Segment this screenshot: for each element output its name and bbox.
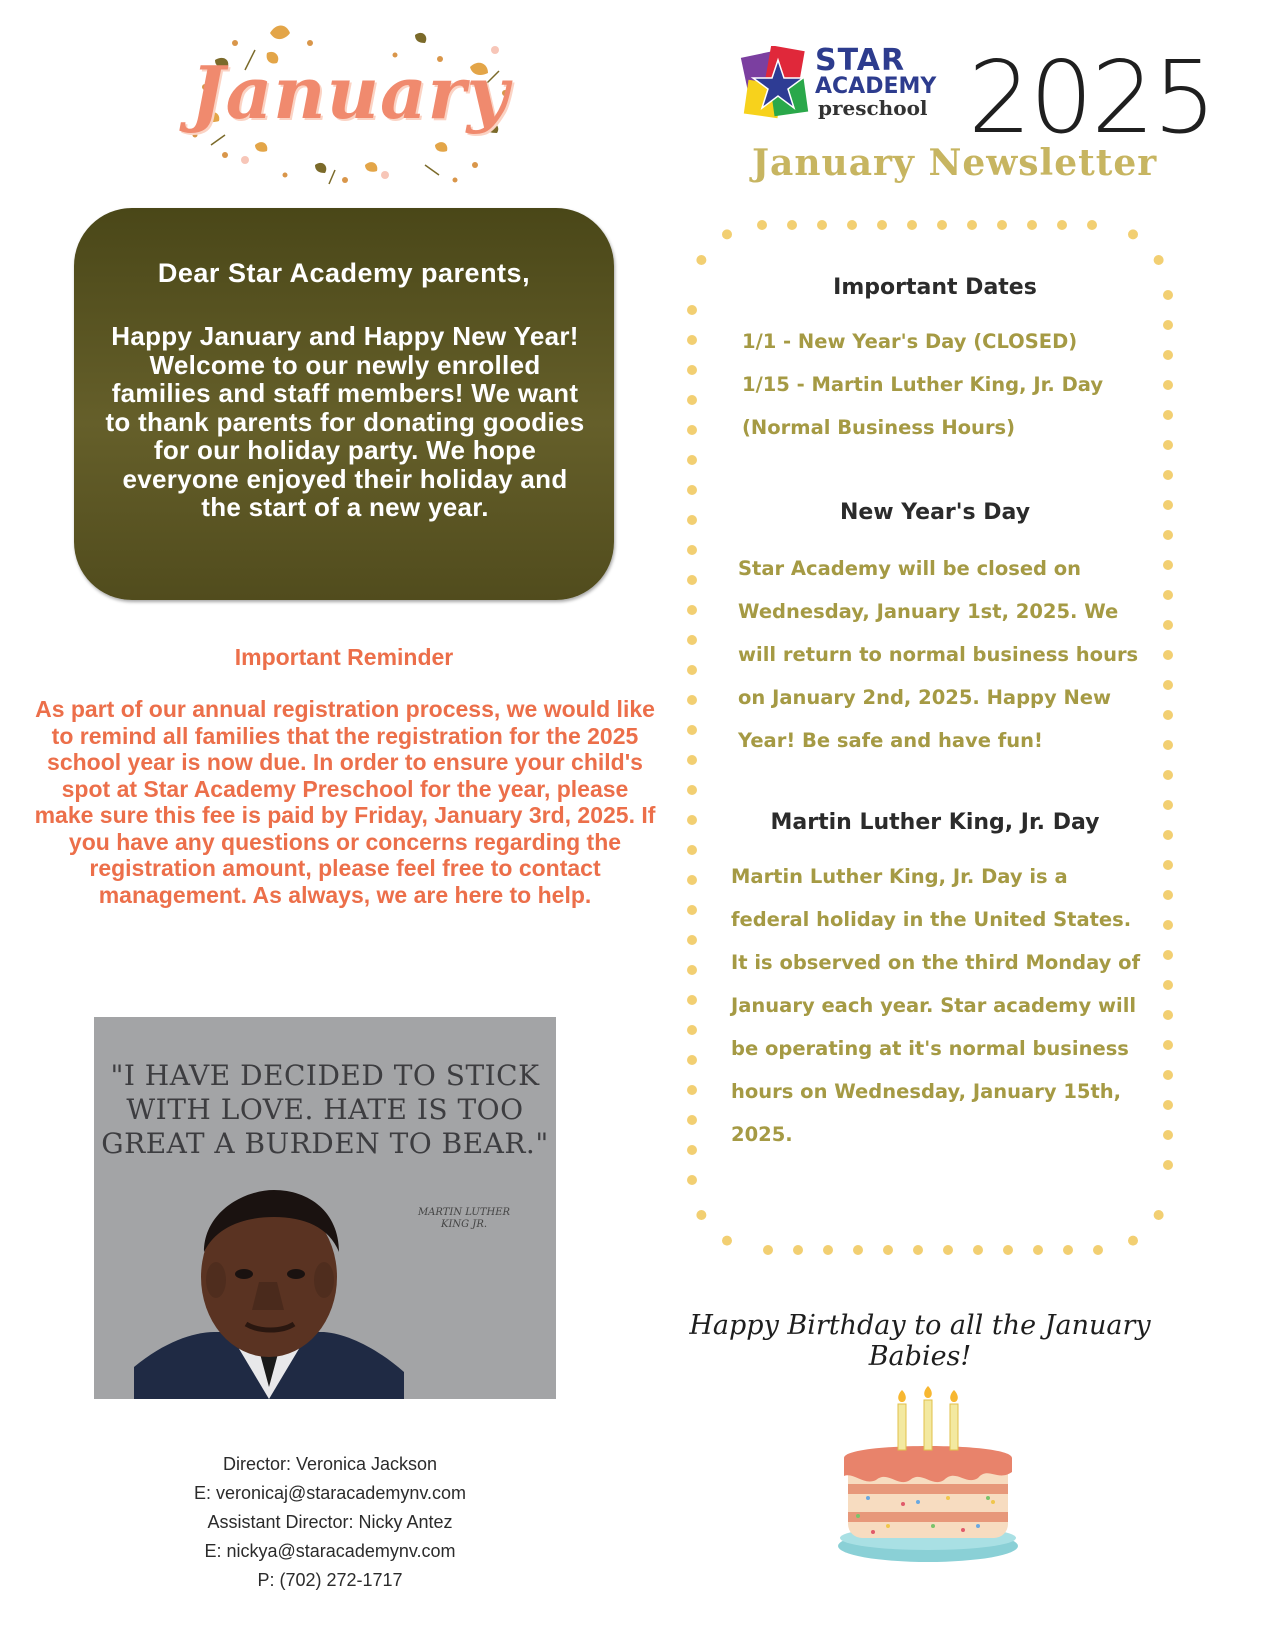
border-dot [1128, 229, 1138, 239]
border-dot [1163, 320, 1173, 330]
border-dot [687, 305, 697, 315]
border-dot [687, 1145, 697, 1155]
border-dot [687, 575, 697, 585]
assistant-director-email: E: nickya@staracademynv.com [204, 1541, 456, 1561]
border-dot [1163, 860, 1173, 870]
border-dot [1163, 530, 1173, 540]
letter-greeting: Dear Star Academy parents, [157, 258, 531, 288]
border-dot [1154, 1210, 1164, 1220]
newsletter-title: January Newsletter [752, 142, 1158, 184]
border-dot [687, 785, 697, 795]
border-dot [687, 815, 697, 825]
border-dot [1163, 950, 1173, 960]
border-dot [1027, 220, 1037, 230]
border-dot [687, 1055, 697, 1065]
logo-star-text: STAR [815, 43, 906, 78]
border-dot [967, 220, 977, 230]
border-dot [1163, 710, 1173, 720]
border-dot [1163, 590, 1173, 600]
star-academy-logo-icon [738, 46, 818, 126]
director-email: E: veronicaj@staracademynv.com [193, 1483, 467, 1503]
border-dot [907, 220, 917, 230]
new-years-body: Star Academy will be closed on Wednesday, January 1st, 2025. We will return to normal business hours on January 2nd, 2025. Happy New Year! Be safe and have fun! [738, 557, 1139, 752]
border-dot [687, 425, 697, 435]
border-dot [1163, 920, 1173, 930]
border-dot [722, 1236, 732, 1246]
border-dot [687, 965, 697, 975]
quote-line: "I HAVE DECIDED TO STICK [110, 1059, 540, 1092]
border-dot [1163, 440, 1173, 450]
border-dot [687, 1175, 697, 1185]
border-dot [687, 515, 697, 525]
border-dot [1163, 410, 1173, 420]
border-dot [1163, 380, 1173, 390]
border-dot [687, 1025, 697, 1035]
border-dot [687, 1085, 697, 1095]
border-dot [687, 905, 697, 915]
border-dot [937, 220, 947, 230]
border-dot [1163, 890, 1173, 900]
border-dot [793, 1245, 803, 1255]
border-dot [1163, 770, 1173, 780]
birthday-cake-icon [828, 1386, 1028, 1566]
border-dot [687, 395, 697, 405]
reminder-body: As part of our annual registration process, we would like to remind all families that the registration for the 2025 school year is now due. In order to ensure your child's spot at Star Academy Preschool for the year, please make sure this fee is paid by Friday, January 3rd, 2025. If you have any questions or concerns regarding the registration amount, please feel free to contact management. As always, we are here to help. [34, 696, 656, 908]
mlk-portrait-image [134, 1182, 404, 1399]
border-dot [1033, 1245, 1043, 1255]
border-dot [763, 1245, 773, 1255]
border-dot [1087, 220, 1097, 230]
border-dot [1163, 620, 1173, 630]
border-dot [883, 1245, 893, 1255]
border-dot [687, 725, 697, 735]
border-dot [1163, 1040, 1173, 1050]
newsletter-year: 2025 [968, 39, 1215, 156]
border-dot [997, 220, 1007, 230]
border-dot [847, 220, 857, 230]
quote-line: WITH LOVE. HATE IS TOO [126, 1093, 524, 1126]
border-dot [687, 545, 697, 555]
border-dot [1163, 740, 1173, 750]
border-dot [687, 935, 697, 945]
phone-number: P: (702) 272-1717 [257, 1570, 403, 1590]
assistant-director-name: Assistant Director: Nicky Antez [207, 1512, 453, 1532]
border-dot [1057, 220, 1067, 230]
mlk-day-title: Martin Luther King, Jr. Day [770, 810, 1100, 835]
director-name: Director: Veronica Jackson [222, 1454, 438, 1474]
date-item: 1/15 - Martin Luther King, Jr. Day [742, 373, 1104, 396]
border-dot [1163, 350, 1173, 360]
border-dot [1128, 1236, 1138, 1246]
border-dot [1163, 680, 1173, 690]
border-dot [943, 1245, 953, 1255]
mlk-day-body: Martin Luther King, Jr. Day is a federal holiday in the United States. It is observed on the third Monday of January each year. Star academy will be operating at it's normal business hours on Wednesday, January 15th, 2025. [731, 865, 1141, 1146]
border-dot [1093, 1245, 1103, 1255]
border-dot [1063, 1245, 1073, 1255]
january-title-art: January [190, 50, 510, 135]
border-dot [1163, 1130, 1173, 1140]
reminder-title: Important Reminder [234, 644, 454, 670]
important-dates-list [742, 320, 1162, 449]
border-dot [1163, 1010, 1173, 1020]
border-dot [817, 220, 827, 230]
border-dot [787, 220, 797, 230]
border-dot [687, 875, 697, 885]
logo-preschool-text: preschool [818, 96, 928, 120]
border-dot [687, 755, 697, 765]
border-dot [1163, 1100, 1173, 1110]
border-dot [687, 1115, 697, 1125]
border-dot [687, 845, 697, 855]
attribution-line: MARTIN LUTHER [417, 1207, 511, 1218]
attribution-line: KING JR. [440, 1219, 488, 1230]
border-dot [687, 335, 697, 345]
letter-body: Happy January and Happy New Year! Welcome to our newly enrolled families and staff members! We want to thank parents for donating goodies for our holiday party. We hope everyone enjoyed their holiday and the start of a new year. [105, 321, 585, 522]
border-dot [913, 1245, 923, 1255]
border-dot [1003, 1245, 1013, 1255]
border-dot [877, 220, 887, 230]
mlk-quote-image [94, 1017, 556, 1399]
date-item: (Normal Business Hours) [742, 416, 1016, 439]
border-dot [1163, 650, 1173, 660]
border-dot [687, 455, 697, 465]
quote-attribution [399, 1207, 529, 1231]
border-dot [687, 485, 697, 495]
mlk-quote-text [94, 1059, 556, 1161]
quote-line: GREAT A BURDEN TO BEAR." [101, 1127, 549, 1160]
border-dot [1163, 1160, 1173, 1170]
border-dot [696, 1210, 706, 1220]
border-dot [687, 635, 697, 645]
border-dot [687, 365, 697, 375]
logo-academy-text: ACADEMY [815, 74, 937, 99]
border-dot [853, 1245, 863, 1255]
new-years-title: New Year's Day [839, 500, 1031, 525]
birthday-message: Happy Birthday to all the January Babies! [689, 1310, 1151, 1372]
border-dot [757, 220, 767, 230]
border-dot [823, 1245, 833, 1255]
border-dot [973, 1245, 983, 1255]
important-dates-title: Important Dates [833, 275, 1037, 300]
border-dot [1154, 255, 1164, 265]
border-dot [1163, 560, 1173, 570]
border-dot [696, 255, 706, 265]
border-dot [687, 605, 697, 615]
border-dot [687, 665, 697, 675]
border-dot [1163, 800, 1173, 810]
border-dot [687, 695, 697, 705]
border-dot [1163, 470, 1173, 480]
border-dot [687, 995, 697, 1005]
border-dot [722, 229, 732, 239]
date-item: 1/1 - New Year's Day (CLOSED) [742, 330, 1078, 353]
border-dot [1163, 980, 1173, 990]
contact-info [170, 1450, 490, 1595]
border-dot [1163, 1070, 1173, 1080]
